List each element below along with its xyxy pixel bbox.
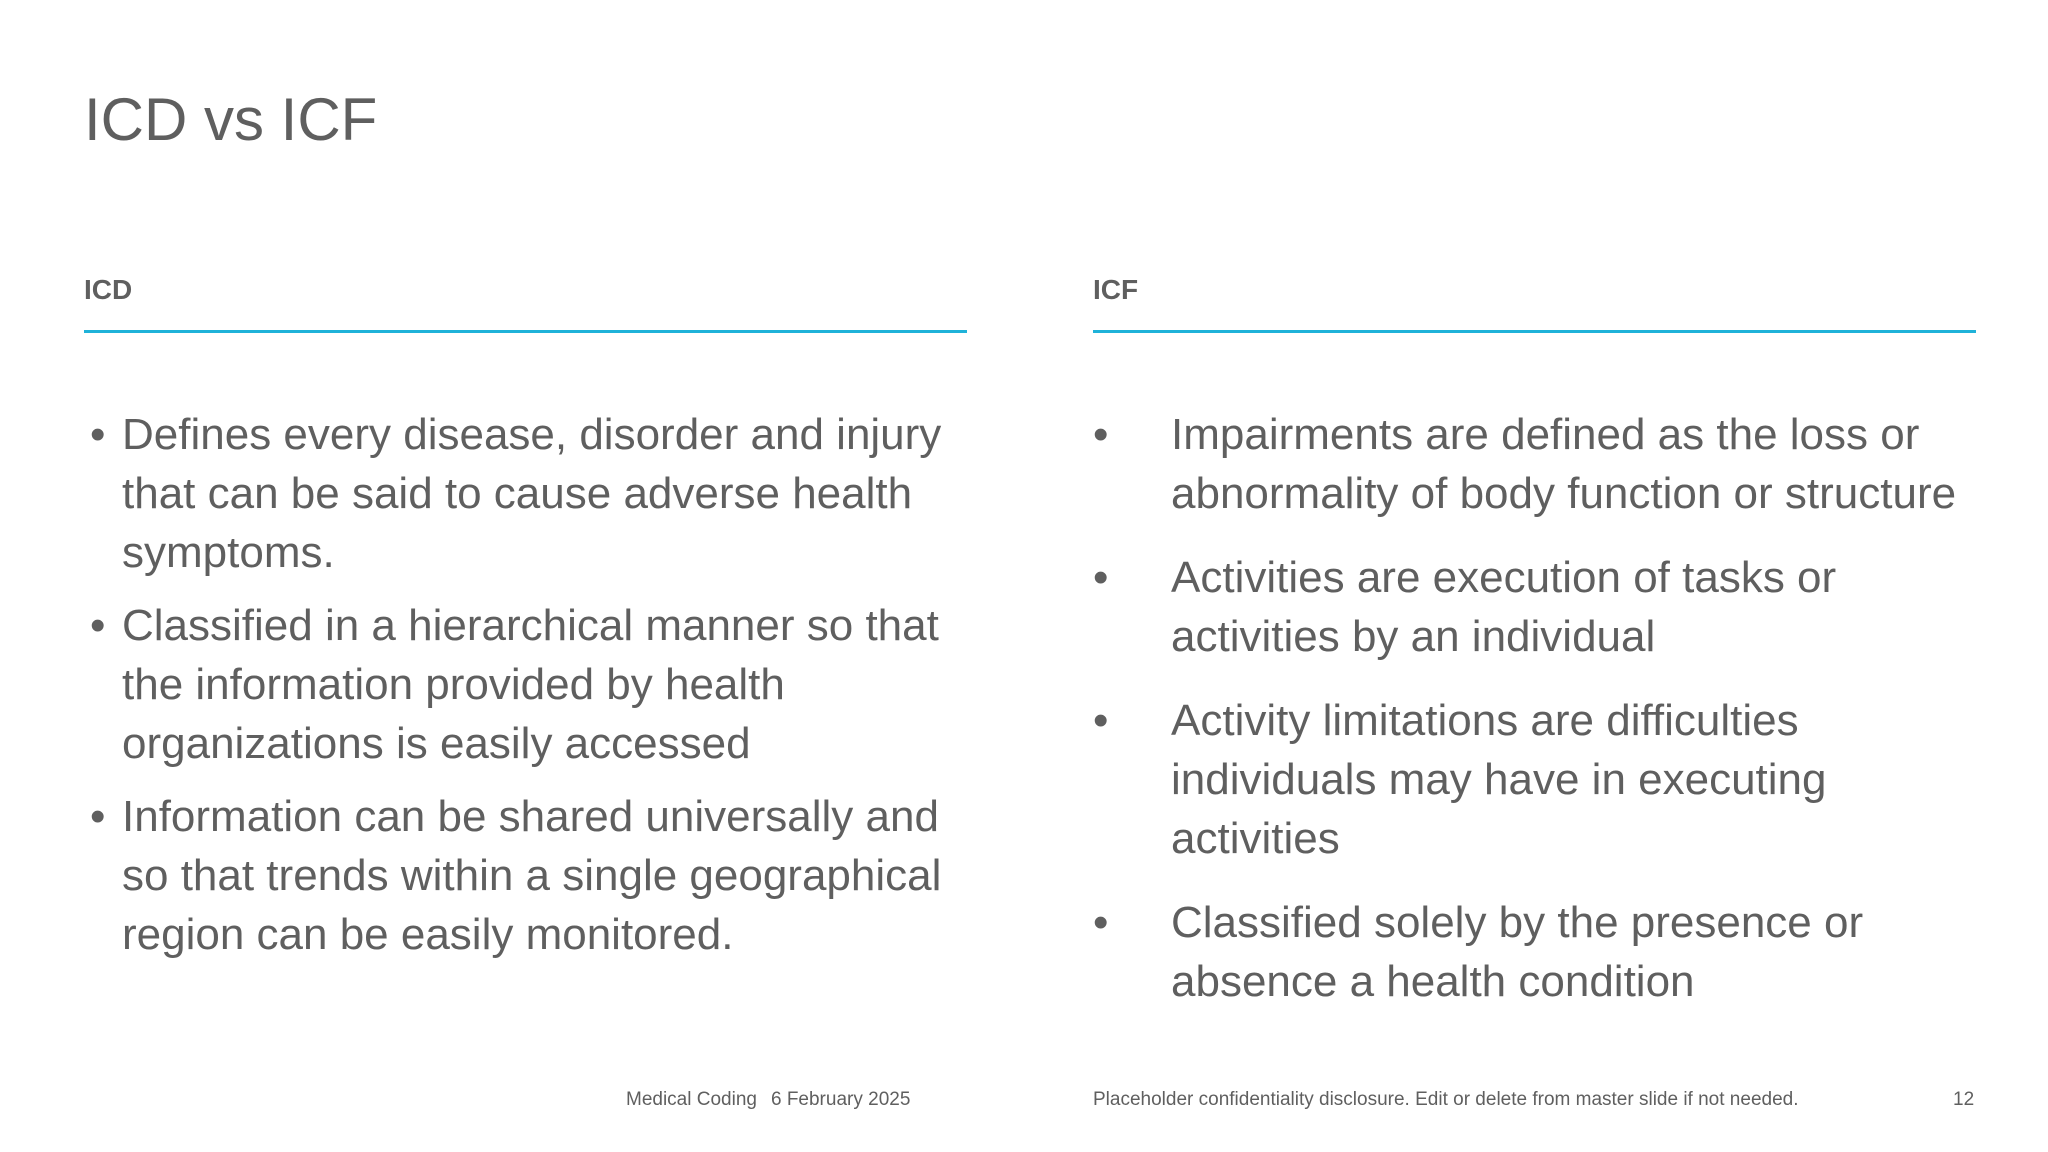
list-item: [1093, 691, 1976, 868]
bullet-icon: •: [1093, 553, 1109, 602]
list-item: [84, 787, 967, 964]
list-item-text: Impairments are defined as the loss or abnormality of body function or structure: [1171, 410, 1957, 518]
icf-bullet-list: [1093, 405, 1976, 1011]
bullet-icon: •: [90, 792, 106, 841]
list-item-text: Activities are execution of tasks or activities by an individual: [1171, 553, 1837, 661]
list-item: [84, 405, 967, 582]
icd-bullet-list: [84, 405, 967, 964]
list-item: [84, 596, 967, 773]
slide-page-number: 12: [1953, 1089, 1975, 1110]
icd-column: [84, 270, 967, 978]
list-item: [1093, 548, 1976, 666]
list-item-text: Classified in a hierarchical manner so that the information provided by health organizations is easily accessed: [122, 601, 939, 768]
footer-presentation-name: Medical Coding: [626, 1089, 757, 1110]
list-item-text: Classified solely by the presence or absence a health condition: [1171, 898, 1864, 1006]
footer-presentation-info: [626, 1088, 910, 1112]
bullet-icon: •: [1093, 696, 1109, 745]
list-item-text: Activity limitations are difficulties individuals may have in executing activities: [1171, 696, 1827, 863]
footer-disclaimer: Placeholder confidentiality disclosure. Edit or delete from master slide if not needed.: [1093, 1089, 1799, 1110]
list-item-text: Information can be shared universally and so that trends within a single geographical region can be easily monitored.: [122, 792, 942, 959]
list-item: [1093, 893, 1976, 1011]
bullet-icon: •: [90, 410, 106, 459]
icf-column: [1093, 270, 1976, 1036]
bullet-icon: •: [1093, 898, 1109, 947]
list-item: [1093, 405, 1976, 523]
footer-date: 6 February 2025: [770, 1089, 911, 1110]
icf-column-header: ICF: [1093, 274, 1139, 305]
icf-header-divider: [1093, 330, 1976, 333]
bullet-icon: •: [1093, 410, 1109, 459]
icd-column-header: ICD: [84, 274, 133, 305]
icd-header-divider: [84, 330, 967, 333]
bullet-icon: •: [90, 601, 106, 650]
list-item-text: Defines every disease, disorder and injury that can be said to cause adverse health symptoms.: [122, 410, 942, 577]
slide-title: ICD vs ICF: [84, 86, 378, 153]
